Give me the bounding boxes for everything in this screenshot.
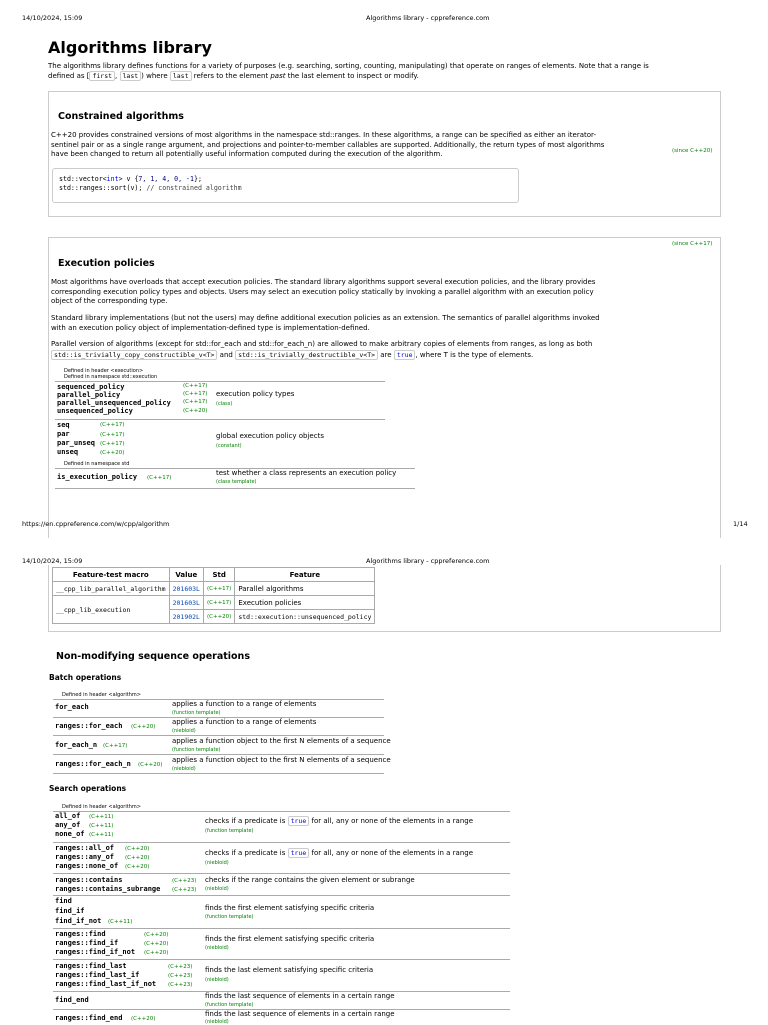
code-true[interactable]: true xyxy=(394,350,416,360)
exec-line: corresponding execution policy types and objects. Users may select an execution policy statically by invoking a parallel algorithm with an execution policy xyxy=(51,287,594,296)
table-header-row xyxy=(53,568,375,582)
algo-link[interactable]: none_of xyxy=(55,830,85,838)
constrained-line: C++20 provides constrained versions of most algorithms in the namespace std::ranges. In these algorithms, a range can be specified as either an iterator- xyxy=(51,131,597,139)
since-badge: (C++20) xyxy=(131,1016,156,1022)
since-badge: (C++17) xyxy=(183,391,208,397)
constrained-description xyxy=(51,131,671,160)
execution-heading: Execution policies xyxy=(58,258,155,269)
algo-desc: applies a function to a range of elements xyxy=(172,700,317,708)
since-badge: (C++17) xyxy=(147,475,172,481)
code-token: std::vector< xyxy=(59,175,107,183)
exec-text: are xyxy=(378,350,394,359)
since-badge: (C++17) xyxy=(100,441,125,447)
kind-label: (function template) xyxy=(205,914,254,920)
algo-desc-text: for all, any or none of the elements in a range xyxy=(309,849,474,857)
col-header: Std xyxy=(203,568,234,582)
std-cell: (C++17) xyxy=(203,596,234,610)
algo-link[interactable]: ranges::all_of xyxy=(55,844,115,852)
algo-link[interactable]: any_of xyxy=(55,821,81,829)
value-cell[interactable]: 201902L xyxy=(169,610,203,624)
kind-label: (class) xyxy=(216,401,233,407)
defined-in-namespace: Defined in namespace std::execution xyxy=(64,374,158,380)
col-header: Feature-test macro xyxy=(53,568,170,582)
policy-object-link[interactable]: par xyxy=(57,430,70,438)
defined-in-header: Defined in header <algorithm> xyxy=(62,804,141,810)
code-true[interactable]: true xyxy=(288,848,310,858)
exec-line: object of the corresponding type. xyxy=(51,297,168,305)
constrained-heading: Constrained algorithms xyxy=(58,111,184,122)
since-badge: (C++11) xyxy=(89,823,114,829)
since-badge: (C++20) xyxy=(131,724,156,730)
row-divider xyxy=(53,773,384,774)
algo-link[interactable]: find_end xyxy=(55,996,89,1004)
code-example xyxy=(52,168,519,203)
code-first[interactable]: first xyxy=(89,71,115,81)
intro-text: where xyxy=(143,71,170,80)
kind-label: (niebloid) xyxy=(205,945,229,951)
kind-label: (function template) xyxy=(205,828,254,834)
kind-label: (niebloid) xyxy=(172,766,196,772)
macro-cell[interactable]: __cpp_lib_execution xyxy=(53,596,170,624)
execution-p3 xyxy=(51,340,711,360)
algo-link[interactable]: ranges::find_last_if_not xyxy=(55,980,157,988)
policy-type-link[interactable]: parallel_unsequenced_policy xyxy=(57,399,171,407)
row-divider xyxy=(53,873,510,874)
kind-label: (niebloid) xyxy=(205,977,229,983)
since-badge: (C++20) xyxy=(183,408,208,414)
since-badge: (C++20) xyxy=(125,864,150,870)
code-token: }; xyxy=(194,175,202,183)
range-close-paren: ) xyxy=(141,71,144,80)
algo-link[interactable]: ranges::find_if xyxy=(55,939,119,947)
policy-object-link[interactable]: seq xyxy=(57,421,70,429)
value-cell[interactable]: 201603L xyxy=(169,596,203,610)
constrained-line: sentinel pair or as a single range argument, and projections and pointer-to-member callables are supported. Additionally, the return types of most algorithms xyxy=(51,140,605,149)
since-badge: (C++23) xyxy=(168,964,193,970)
code-last[interactable]: last xyxy=(170,71,192,81)
page-title: Algorithms library xyxy=(48,38,212,57)
table-row xyxy=(53,582,375,596)
code-keyword-int: int xyxy=(106,175,119,183)
constrained-line: have been changed to return all potentially useful information computed during the execution of the algorithm. xyxy=(51,150,443,158)
range-open-bracket: [ xyxy=(86,71,90,80)
intro-line-1: The algorithms library defines functions for a variety of purposes (e.g. searching, sorting, counting, manipulating) that operate on ranges of elements. Note that a range is xyxy=(48,62,649,70)
since-badge: (C++17) xyxy=(100,432,125,438)
since-badge: (C++23) xyxy=(172,887,197,893)
algo-link[interactable]: for_each xyxy=(55,703,89,711)
algo-link[interactable]: all_of xyxy=(55,812,81,820)
emphasis-past: past xyxy=(270,71,286,80)
col-header: Feature xyxy=(235,568,375,582)
since-badge: (C++20) xyxy=(100,450,125,456)
algo-desc-text: checks if a predicate is xyxy=(205,849,288,857)
intro-text: defined as xyxy=(48,71,87,80)
since-badge: (since C++17) xyxy=(672,241,713,247)
code-token: std::ranges::sort(v); xyxy=(59,184,147,192)
defined-in-namespace: Defined in namespace std xyxy=(64,461,130,467)
algo-link[interactable]: ranges::find_end xyxy=(55,1014,123,1022)
exec-line: Parallel version of algorithms (except for std::for_each and std::for_each_n) are allowed to make arbitrary copies of elements from ranges, as long as both xyxy=(51,340,593,348)
since-badge: (C++20) xyxy=(144,932,169,938)
print-header-date: 14/10/2024, 15:09 xyxy=(22,557,83,565)
algo-desc: finds the last sequence of elements in a certain range xyxy=(205,992,395,1000)
since-badge: (C++20) xyxy=(144,950,169,956)
print-header-title: Algorithms library - cppreference.com xyxy=(366,14,490,22)
algo-link[interactable]: find_if_not xyxy=(55,917,102,925)
intro-paragraph xyxy=(48,62,728,81)
since-badge: (C++20) xyxy=(138,762,163,768)
exec-line: with an execution policy object of implementation-defined type is implementation-defined. xyxy=(51,323,370,332)
policy-types-desc: execution policy types xyxy=(216,390,295,398)
kind-label: (niebloid) xyxy=(205,886,229,892)
algo-link[interactable]: ranges::find_last_if xyxy=(55,971,140,979)
since-badge: (C++17) xyxy=(103,743,128,749)
since-badge: (C++20) xyxy=(144,941,169,947)
value-cell[interactable]: 201603L xyxy=(169,582,203,596)
algo-desc xyxy=(205,817,473,825)
kind-label: (niebloid) xyxy=(205,860,229,866)
feature-cell[interactable]: Execution policies xyxy=(235,596,375,610)
exec-line: Standard library implementations (but not the users) may define additional execution policies as an extension. The semantics of parallel algorithms invoked xyxy=(51,314,600,322)
algo-link[interactable]: ranges::find_if_not xyxy=(55,948,136,956)
code-comment: // constrained algorithm xyxy=(146,184,242,192)
algo-desc: finds the first element satisfying specific criteria xyxy=(205,904,375,912)
since-badge: (C++11) xyxy=(108,919,133,925)
policy-object-link[interactable]: unseq xyxy=(57,448,79,456)
algo-desc: applies a function to a range of elements xyxy=(172,718,317,726)
policy-objects-desc: global execution policy objects xyxy=(216,432,324,440)
algo-link[interactable]: find xyxy=(55,897,72,905)
since-badge: (C++11) xyxy=(89,832,114,838)
algo-link[interactable]: ranges::contains xyxy=(55,876,123,884)
col-header: Value xyxy=(169,568,203,582)
algo-desc: applies a function object to the first N elements of a sequence xyxy=(172,756,391,764)
feature-cell[interactable]: Parallel algorithms xyxy=(235,582,375,596)
since-badge: (C++20) xyxy=(125,846,150,852)
exec-text: and xyxy=(217,350,236,359)
row-divider xyxy=(53,754,384,755)
range-comma: , xyxy=(115,71,118,80)
code-token: > v { xyxy=(118,175,139,183)
code-line-1 xyxy=(59,175,202,184)
policy-object-link[interactable]: par_unseq xyxy=(57,439,95,447)
since-badge: (C++17) xyxy=(183,383,208,389)
code-true[interactable]: true xyxy=(288,816,310,826)
search-heading: Search operations xyxy=(49,784,127,793)
algo-desc: finds the last sequence of elements in a certain range xyxy=(205,1010,395,1018)
since-badge: (C++23) xyxy=(172,878,197,884)
row-divider xyxy=(55,488,415,489)
row-divider xyxy=(53,895,510,896)
feature-test-table xyxy=(52,567,375,624)
feature-cell[interactable]: std::execution::unsequenced_policy xyxy=(235,610,375,624)
algo-link[interactable]: ranges::for_each xyxy=(55,722,123,730)
algo-link[interactable]: ranges::contains_subrange xyxy=(55,885,161,893)
algo-link[interactable]: ranges::for_each_n xyxy=(55,760,131,768)
is-exec-desc: test whether a class represents an execution policy xyxy=(216,469,397,477)
kind-label: (function template) xyxy=(172,710,221,716)
intro-text: the last element to inspect or modify. xyxy=(285,71,419,80)
execution-p1 xyxy=(51,278,711,307)
code-last[interactable]: last xyxy=(120,71,142,81)
algo-desc: applies a function object to the first N elements of a sequence xyxy=(172,737,391,745)
print-header-title: Algorithms library - cppreference.com xyxy=(366,557,490,565)
policy-type-link[interactable]: parallel_policy xyxy=(57,391,121,399)
std-cell: (C++17) xyxy=(203,582,234,596)
row-divider xyxy=(53,928,510,929)
code-trivially-destructible[interactable]: std::is_trivially_destructible_v<T> xyxy=(235,350,378,360)
defined-in-header: Defined in header <algorithm> xyxy=(62,692,141,698)
algo-link[interactable]: for_each_n xyxy=(55,741,98,749)
algo-desc xyxy=(205,849,473,857)
exec-line: Most algorithms have overloads that accept execution policies. The standard library algorithms support several execution policies, and the library provides xyxy=(51,278,596,286)
algo-link[interactable]: ranges::find_last xyxy=(55,962,127,970)
is-execution-policy-link[interactable]: is_execution_policy xyxy=(57,473,138,481)
policy-type-link[interactable]: sequenced_policy xyxy=(57,383,125,391)
algo-desc-text: for all, any or none of the elements in a range xyxy=(309,817,474,825)
row-divider xyxy=(53,959,510,960)
algo-desc-text: checks if a predicate is xyxy=(205,817,288,825)
print-footer-page: 1/14 xyxy=(733,520,748,528)
since-badge: (since C++20) xyxy=(672,148,713,154)
macro-cell[interactable]: __cpp_lib_parallel_algorithm xyxy=(53,582,170,596)
since-badge: (C++11) xyxy=(89,814,114,820)
code-copy-constructible[interactable]: std::is_trivially_copy_constructible_v<T> xyxy=(51,350,217,360)
print-footer-url: https://en.cppreference.com/w/cpp/algorithm xyxy=(22,520,170,528)
kind-label: (constant) xyxy=(216,443,242,449)
table-row xyxy=(53,596,375,610)
row-divider xyxy=(55,419,385,420)
algo-desc: checks if the range contains the given element or subrange xyxy=(205,876,415,884)
defined-in-header: Defined in header <execution> xyxy=(64,368,144,374)
algo-link[interactable]: ranges::find xyxy=(55,930,106,938)
kind-label: (niebloid) xyxy=(205,1019,229,1025)
row-divider xyxy=(53,735,384,736)
algo-link[interactable]: ranges::any_of xyxy=(55,853,115,861)
intro-line-2 xyxy=(48,72,728,82)
batch-heading: Batch operations xyxy=(49,673,122,682)
intro-text: refers to the element xyxy=(191,71,271,80)
std-cell: (C++20) xyxy=(203,610,234,624)
algo-desc: finds the last element satisfying specific criteria xyxy=(205,966,374,974)
print-header-date: 14/10/2024, 15:09 xyxy=(22,14,83,22)
algo-link[interactable]: find_if xyxy=(55,907,85,915)
algo-desc: finds the first element satisfying specific criteria xyxy=(205,935,375,943)
row-divider xyxy=(55,381,385,382)
since-badge: (C++23) xyxy=(168,982,193,988)
since-badge: (C++17) xyxy=(183,399,208,405)
row-divider xyxy=(53,811,510,812)
kind-label: (function template) xyxy=(205,1002,254,1008)
nonmodifying-heading: Non-modifying sequence operations xyxy=(56,651,250,662)
since-badge: (C++20) xyxy=(125,855,150,861)
execution-p2 xyxy=(51,314,711,333)
code-line-2 xyxy=(59,184,242,193)
policy-type-link[interactable]: unsequenced_policy xyxy=(57,407,133,415)
kind-label: (niebloid) xyxy=(172,728,196,734)
row-divider xyxy=(53,842,510,843)
since-badge: (C++23) xyxy=(168,973,193,979)
exec-line xyxy=(51,351,711,361)
algo-link[interactable]: ranges::none_of xyxy=(55,862,119,870)
kind-label: (class template) xyxy=(216,479,257,485)
exec-text: , where T is the type of elements. xyxy=(415,350,534,359)
kind-label: (function template) xyxy=(172,747,221,753)
code-numbers: 7, 1, 4, 0, -1 xyxy=(138,175,194,183)
since-badge: (C++17) xyxy=(100,422,125,428)
